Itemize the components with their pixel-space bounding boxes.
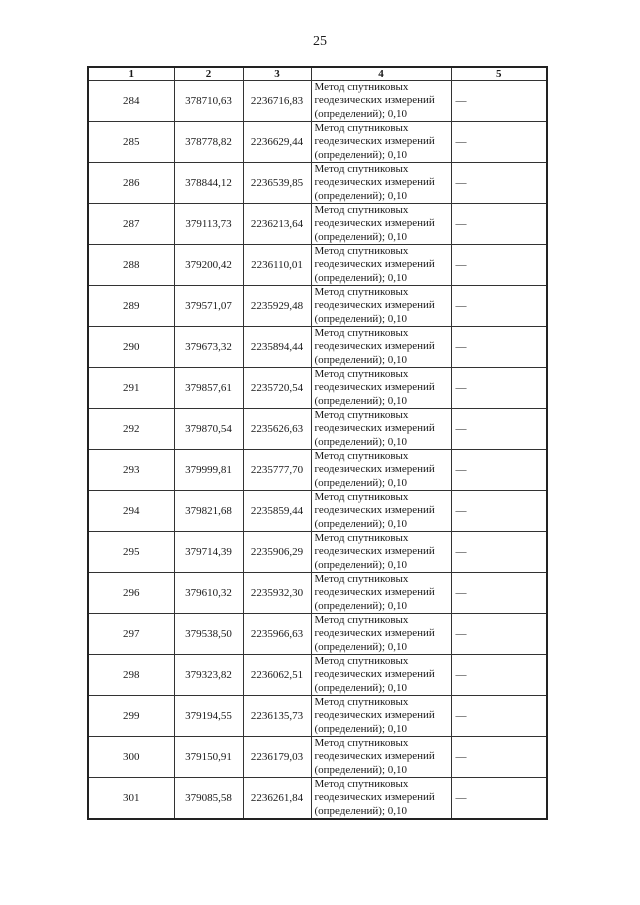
method-line: геодезических измерений [314,627,435,640]
method-line: (определений); 0,10 [314,312,408,325]
method-cell [311,122,451,163]
table-row [88,163,547,204]
method-line: Метод спутниковых [314,655,409,668]
method-cell [311,696,451,737]
method-line: Метод спутниковых [314,286,409,299]
table-row [88,450,547,491]
x-coordinate-cell: 378710,63 [174,81,243,122]
note-cell: — [451,573,547,614]
x-coordinate-cell: 379194,55 [174,696,243,737]
note-cell: — [451,450,547,491]
note-cell: — [451,409,547,450]
method-cell [311,778,451,820]
table-row [88,737,547,778]
method-line: Метод спутниковых [314,245,409,258]
x-coordinate-cell: 379714,39 [174,532,243,573]
y-coordinate-cell: 2236135,73 [243,696,311,737]
y-coordinate-cell: 2236716,83 [243,81,311,122]
x-coordinate-cell: 379999,81 [174,450,243,491]
point-number-cell: 286 [88,163,174,204]
method-cell [311,532,451,573]
method-cell [311,368,451,409]
table-row [88,81,547,122]
point-number-cell: 288 [88,245,174,286]
method-line: Метод спутниковых [314,737,409,750]
method-cell [311,81,451,122]
method-line: геодезических измерений [314,217,435,230]
y-coordinate-cell: 2236179,03 [243,737,311,778]
method-line: геодезических измерений [314,586,435,599]
table-row [88,614,547,655]
x-coordinate-cell: 379085,58 [174,778,243,820]
method-line: Метод спутниковых [314,327,409,340]
method-cell [311,163,451,204]
method-line: (определений); 0,10 [314,435,408,448]
point-number-cell: 291 [88,368,174,409]
method-cell [311,245,451,286]
y-coordinate-cell: 2235932,30 [243,573,311,614]
header-col-1: 1 [88,67,174,81]
note-cell: — [451,245,547,286]
y-coordinate-cell: 2235626,63 [243,409,311,450]
page-number: 25 [313,34,327,49]
note-cell: — [451,532,547,573]
method-cell [311,614,451,655]
method-cell [311,450,451,491]
header-col-3: 3 [243,67,311,81]
note-cell: — [451,81,547,122]
point-number-cell: 287 [88,204,174,245]
method-line: геодезических измерений [314,176,435,189]
point-number-cell: 298 [88,655,174,696]
method-line: геодезических измерений [314,299,435,312]
method-line: (определений); 0,10 [314,230,408,243]
method-cell [311,286,451,327]
method-line: (определений); 0,10 [314,558,408,571]
method-line: Метод спутниковых [314,204,409,217]
note-cell: — [451,163,547,204]
table-row [88,778,547,820]
point-number-cell: 297 [88,614,174,655]
method-line: геодезических измерений [314,545,435,558]
method-line: геодезических измерений [314,504,435,517]
table-row [88,286,547,327]
table-row [88,573,547,614]
method-line: (определений); 0,10 [314,599,408,612]
method-line: Метод спутниковых [314,81,409,94]
note-cell: — [451,614,547,655]
x-coordinate-cell: 379323,82 [174,655,243,696]
method-line: Метод спутниковых [314,778,409,791]
point-number-cell: 284 [88,81,174,122]
y-coordinate-cell: 2236062,51 [243,655,311,696]
note-cell: — [451,737,547,778]
method-line: геодезических измерений [314,791,435,804]
x-coordinate-cell: 379857,61 [174,368,243,409]
method-line: геодезических измерений [314,668,435,681]
table-row [88,122,547,163]
point-number-cell: 292 [88,409,174,450]
table-row [88,491,547,532]
point-number-cell: 294 [88,491,174,532]
method-line: Метод спутниковых [314,491,409,504]
method-line: (определений); 0,10 [314,476,408,489]
method-line: (определений); 0,10 [314,640,408,653]
note-cell: — [451,696,547,737]
y-coordinate-cell: 2235906,29 [243,532,311,573]
point-number-cell: 301 [88,778,174,820]
method-cell [311,204,451,245]
method-line: (определений); 0,10 [314,148,408,161]
method-line: геодезических измерений [314,135,435,148]
method-line: Метод спутниковых [314,696,409,709]
point-number-cell: 289 [88,286,174,327]
y-coordinate-cell: 2235929,48 [243,286,311,327]
coordinates-table [87,66,548,820]
method-line: (определений); 0,10 [314,394,408,407]
note-cell: — [451,778,547,820]
x-coordinate-cell: 379870,54 [174,409,243,450]
y-coordinate-cell: 2236261,84 [243,778,311,820]
point-number-cell: 299 [88,696,174,737]
note-cell: — [451,327,547,368]
y-coordinate-cell: 2235859,44 [243,491,311,532]
x-coordinate-cell: 379150,91 [174,737,243,778]
x-coordinate-cell: 379571,07 [174,286,243,327]
y-coordinate-cell: 2236539,85 [243,163,311,204]
x-coordinate-cell: 379673,32 [174,327,243,368]
method-line: (определений); 0,10 [314,763,408,776]
method-line: Метод спутниковых [314,368,409,381]
method-line: геодезических измерений [314,750,435,763]
point-number-cell: 296 [88,573,174,614]
point-number-cell: 295 [88,532,174,573]
method-cell [311,491,451,532]
point-number-cell: 285 [88,122,174,163]
table-row [88,368,547,409]
y-coordinate-cell: 2236213,64 [243,204,311,245]
header-col-2: 2 [174,67,243,81]
method-line: геодезических измерений [314,709,435,722]
method-line: геодезических измерений [314,258,435,271]
table-row [88,409,547,450]
x-coordinate-cell: 378844,12 [174,163,243,204]
x-coordinate-cell: 378778,82 [174,122,243,163]
method-cell [311,655,451,696]
note-cell: — [451,368,547,409]
method-line: (определений); 0,10 [314,353,408,366]
method-line: (определений); 0,10 [314,107,408,120]
x-coordinate-cell: 379113,73 [174,204,243,245]
table-body [88,81,547,820]
method-cell [311,737,451,778]
method-line: геодезических измерений [314,94,435,107]
method-line: (определений); 0,10 [314,189,408,202]
table-row [88,696,547,737]
table-row [88,655,547,696]
method-line: Метод спутниковых [314,409,409,422]
point-number-cell: 290 [88,327,174,368]
header-col-5: 5 [451,67,547,81]
note-cell: — [451,122,547,163]
note-cell: — [451,204,547,245]
method-cell [311,327,451,368]
method-line: (определений); 0,10 [314,517,408,530]
method-line: геодезических измерений [314,381,435,394]
method-line: геодезических измерений [314,340,435,353]
method-line: (определений); 0,10 [314,722,408,735]
method-line: (определений); 0,10 [314,681,408,694]
method-line: (определений); 0,10 [314,804,408,817]
table-row [88,204,547,245]
y-coordinate-cell: 2236629,44 [243,122,311,163]
header-col-4: 4 [311,67,451,81]
table-row [88,532,547,573]
note-cell: — [451,655,547,696]
x-coordinate-cell: 379610,32 [174,573,243,614]
x-coordinate-cell: 379538,50 [174,614,243,655]
method-line: Метод спутниковых [314,532,409,545]
point-number-cell: 293 [88,450,174,491]
method-line: геодезических измерений [314,422,435,435]
method-cell [311,573,451,614]
table-row [88,327,547,368]
method-line: Метод спутниковых [314,573,409,586]
method-line: Метод спутниковых [314,122,409,135]
y-coordinate-cell: 2235777,70 [243,450,311,491]
x-coordinate-cell: 379200,42 [174,245,243,286]
method-line: (определений); 0,10 [314,271,408,284]
note-cell: — [451,286,547,327]
x-coordinate-cell: 379821,68 [174,491,243,532]
table-row [88,245,547,286]
method-line: геодезических измерений [314,463,435,476]
y-coordinate-cell: 2235894,44 [243,327,311,368]
method-line: Метод спутниковых [314,163,409,176]
y-coordinate-cell: 2235966,63 [243,614,311,655]
method-line: Метод спутниковых [314,450,409,463]
point-number-cell: 300 [88,737,174,778]
y-coordinate-cell: 2235720,54 [243,368,311,409]
table-header-row [88,67,547,81]
y-coordinate-cell: 2236110,01 [243,245,311,286]
method-cell [311,409,451,450]
note-cell: — [451,491,547,532]
method-line: Метод спутниковых [314,614,409,627]
